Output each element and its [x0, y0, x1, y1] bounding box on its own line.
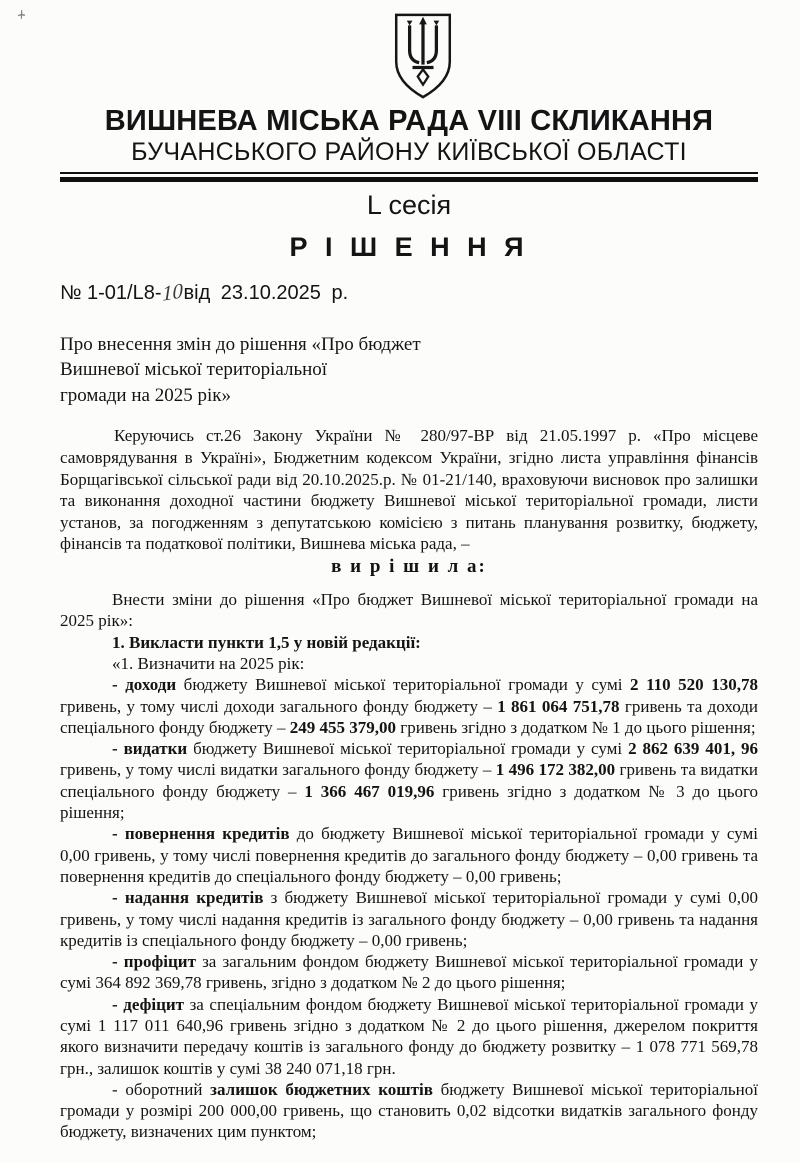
document-type-title: Р І Ш Е Н Н Я: [289, 231, 529, 262]
subject-line: Вишневої міської територіальної: [60, 359, 328, 381]
decision-point: - повернення кредитів до бюджету Вишневої міської територіальної громади у сумі 0,00 гривень, у тому числі повернення кредитів до загального фонду бюджету – 0,00 гривень та повернення кредитів до спеціального фонду бюджету – 0,00 гривень;: [60, 824, 758, 886]
session-number: L сесія: [366, 189, 452, 220]
ukraine-trident-emblem-icon: [392, 87, 454, 104]
intro-paragraph: Внести зміни до рішення «Про бюджет Вишневої міської територіальної громади на 2025 рік»:: [60, 590, 758, 631]
subject-block: [60, 332, 758, 409]
decision-body: [60, 589, 758, 1143]
document-number-prefix: № 1-01/L8-: [60, 281, 162, 304]
sub-item-heading: «1. Визначити на 2025 рік:: [112, 653, 305, 673]
decision-point: - дефіцит за спеціальним фондом бюджету Вишневої міської територіальної громади у сумі 1 117 011 640,96 гривень згідно з додатком № 2 до цього рішення, джерелом покриття якого визначити передачу коштів із загального фонду до бюджету розвитку – 1 078 771 569,78 грн., залишок коштів у сумі 38 240 071,18 грн.: [60, 994, 758, 1078]
preamble-paragraph: Керуючись ст.26 Закону України № 280/97-ВР від 21.05.1997 р. «Про місцеве самоврядування в Україні», Бюджетним кодексом України, згідно листа управління фінансів Борщагівської сільської ради від 20.10.2025.р. № 01-21/140, враховуючи висновок про залишки та виконання доходної частини бюджету Вишневої міської територіальної громади, листи установ, за погодженням з депутатською комісією з питань планування розвитку, бюджету, фінансів та податкової політики, Вишнева міська рада, –: [60, 426, 758, 554]
document-date: від 23.10.2025 р.: [183, 281, 349, 304]
subject-line: Про внесення змін до рішення «Про бюджет: [60, 333, 421, 355]
decision-point: - видатки бюджету Вишневої міської територіальної громади у сумі 2 862 639 401, 96 гривень, у тому числі видатки загального фонду бюджету – 1 496 172 382,00 гривень та видатки спеціального фонду бюджету – 1 366 467 019,96 гривень згідно з додатком № 3 до цього рішення;: [60, 739, 758, 823]
decision-point: - профіцит за загальним фондом бюджету Вишневої міської територіальної громади у сумі 364 892 369,78 гривень, згідно з додатком № 2 до цього рішення;: [60, 952, 758, 993]
district-subtitle: БУЧАНСЬКОГО РАЙОНУ КИЇВСЬКОЇ ОБЛАСТІ: [131, 137, 687, 166]
handwritten-number: 10: [161, 278, 183, 306]
decision-point: - надання кредитів з бюджету Вишневої міської територіальної громади у сумі 0,00 гривень, у тому числі надання кредитів із загального фонду бюджету – 0,00 гривень та надання кредитів із спеціального фонду бюджету – 0,00 гривень;: [60, 888, 758, 950]
document-number-line: [60, 280, 758, 305]
document-header: [74, 12, 772, 100]
resolved-word: в и р і ш и л а:: [331, 556, 487, 578]
scan-artifact: [18, 10, 25, 19]
decision-point: - оборотний залишок бюджетних коштів бюджету Вишневої міської територіальної громади у розмірі 200 000,00 гривень, що становить 0,02 відсотки видатків загального фонду бюджету, визначених цим пунктом;: [60, 1079, 758, 1142]
header-divider: [60, 172, 758, 182]
subject-line: громади на 2025 рік»: [60, 384, 231, 406]
council-title: ВИШНЕВА МІСЬКА РАДА VIII СКЛИКАННЯ: [104, 105, 714, 137]
decision-points: [60, 674, 758, 1143]
item-1-heading: 1. Викласти пункти 1,5 у новій редакції:: [112, 632, 421, 652]
decision-point: - доходи бюджету Вишневої міської територіальної громади у сумі 2 110 520 130,78 гривень, у тому числі доходи загального фонду бюджету – 1 861 064 751,78 гривень та доходи спеціального фонду бюджету – 249 455 379,00 гривень згідно з додатком № 1 до цього рішення;: [60, 675, 759, 737]
